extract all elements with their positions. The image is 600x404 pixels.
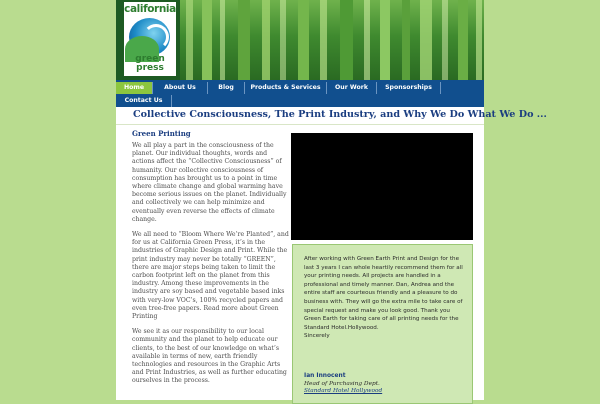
paragraph-1: We all play a part in the consciousness of the planet. Our individual thoughts, words and actions affect the “Collective Consciousness” of humanity. Our collective consciousness of consumption has brought us to a point in time where climate change and global warming have become serious issues on the planet. Individually and collectively we can help minimize and eventually even reverse the effects of climate change.	[132, 142, 287, 223]
article-body	[132, 142, 290, 393]
title-divider	[116, 124, 484, 125]
page-container	[116, 0, 547, 400]
nav-products-services[interactable]: Products & Services	[244, 82, 326, 94]
nav-blog[interactable]: Blog	[207, 82, 244, 94]
paragraph-3: We see it as our responsibility to our local community and the planet to help educate our clients, to the best of our knowledge on what’s available in terms of new, earth friendly technologies and resources in the Graphic Arts and Print Industries, as well as further educating ourselves in the process.	[132, 328, 287, 385]
page-title: Collective Consciousness, The Print Industry, and Why We Do What We Do ...	[133, 109, 547, 120]
nav-our-work[interactable]: Our Work	[326, 82, 376, 94]
testimonial-role: Head of Purchasing Dept.	[304, 381, 380, 387]
testimonial-closing: Sincerely	[304, 333, 330, 340]
bamboo-banner-image	[180, 0, 484, 80]
california-green-press-logo[interactable]	[124, 2, 176, 76]
section-heading: Green Printing	[132, 129, 191, 138]
logo-bottom-text: green press	[135, 54, 165, 73]
wave-logo-icon	[129, 18, 170, 56]
nav-about-us[interactable]: About Us	[152, 82, 207, 94]
site-header	[116, 0, 484, 80]
testimonial-quote: After working with Green Earth Print and Design for the last 3 years I can whole heartily recommend them for all your printing needs. All projects are handled in a professional and timely manner. Dan, Andrea and the entire staff are courteous friendly and a pleasure to do business with. They will go the extra mile to take care of special request and make you look good. Thank you Green Earth for taking care of all printing needs for the Standard Hotel.Hollywood. Sincerely	[304, 255, 468, 341]
testimonial-box	[292, 244, 473, 404]
nav-contact-us[interactable]: Contact Us	[116, 95, 172, 107]
main-navigation	[116, 80, 484, 107]
logo-top-text: california	[124, 3, 176, 15]
nav-sponsorships[interactable]: Sponsorships	[376, 82, 441, 94]
video-player[interactable]	[291, 133, 473, 240]
testimonial-author: Ian Innocent	[304, 373, 346, 379]
nav-home[interactable]: Home	[116, 82, 152, 94]
paragraph-2: We all need to “Bloom Where We’re Planted”, and for us at California Green Press, it’s in the industries of Graphic Design and Print. While the print industry may never be totally “GREEN”, there are major steps being taken to limit the carbon footprint left on the planet from this industry. Among these improvements in the industry are soy based and vegetable based inks with very-low VOC’s, 100% recycled papers and even tree-free papers. Read more about Green Printing	[132, 231, 289, 321]
testimonial-company-link[interactable]: Standard Hotel Hollywood	[304, 388, 383, 394]
